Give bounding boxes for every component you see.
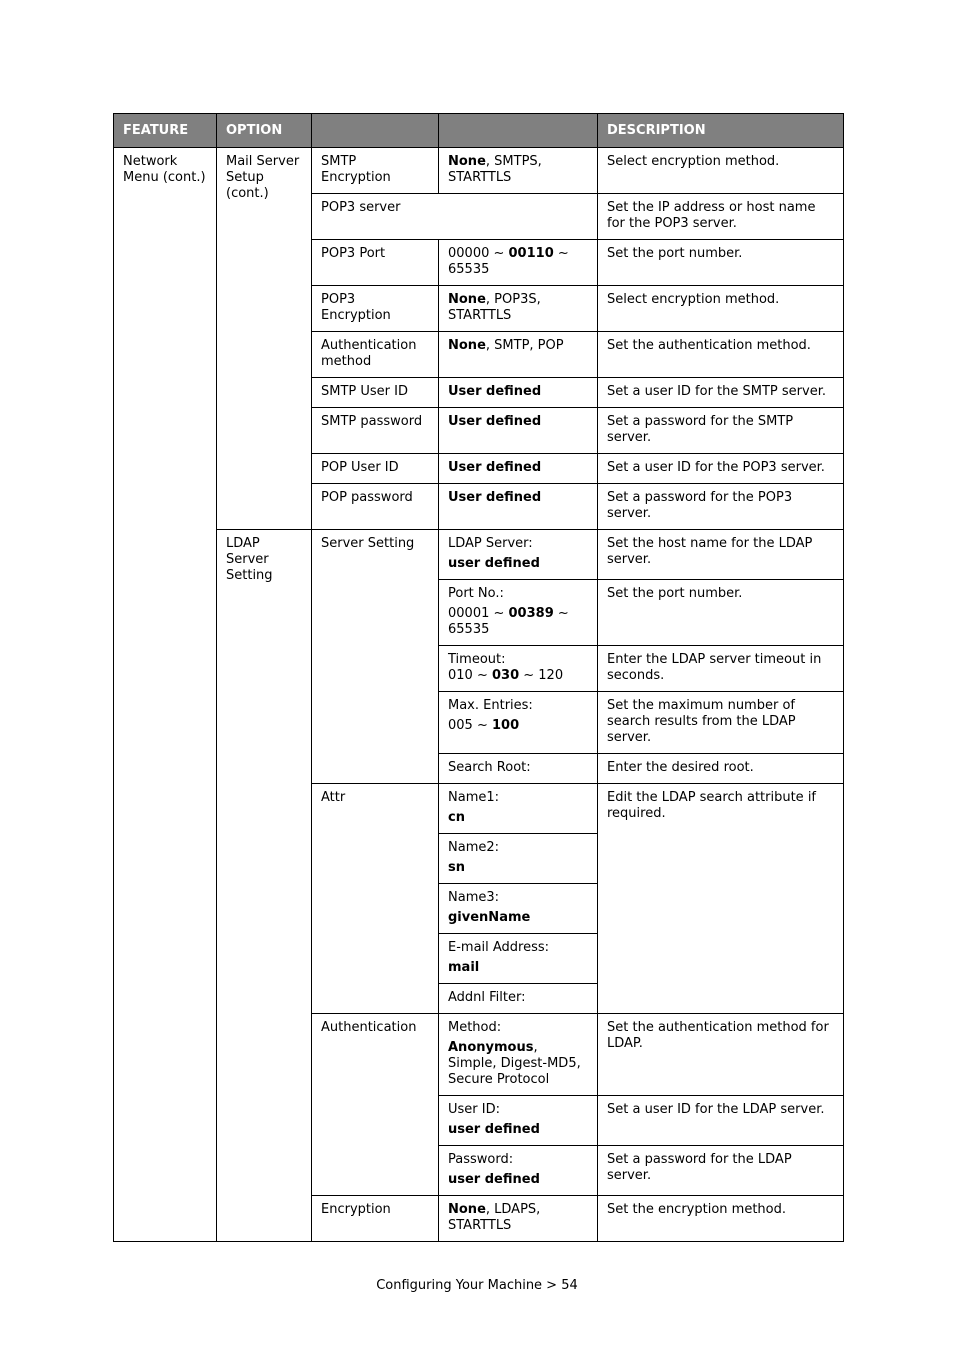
pop3-encryption-label: POP3 Encryption (312, 286, 439, 332)
auth-method-value: None, SMTP, POP (439, 332, 598, 378)
pop3-server-desc: Set the IP address or host name for the POP3 server. (598, 194, 844, 240)
attr-name1-value: Name1: cn (439, 784, 598, 834)
encryption-value: None, LDAPS, STARTTLS (439, 1196, 598, 1242)
pop-password-value: User defined (439, 484, 598, 530)
attr-desc: Edit the LDAP search attribute if required. (598, 784, 844, 1014)
attr-filter-value: Addnl Filter: (439, 984, 598, 1014)
ldap-timeout-desc: Enter the LDAP server timeout in seconds. (598, 646, 844, 692)
ldap-search-root-desc: Enter the desired root. (598, 754, 844, 784)
pop3-port-value: 00000 ~ 00110 ~ 65535 (439, 240, 598, 286)
smtp-user-id-desc: Set a user ID for the SMTP server. (598, 378, 844, 408)
ldap-max-entries-desc: Set the maximum number of search results from the LDAP server. (598, 692, 844, 754)
smtp-password-desc: Set a password for the SMTP server. (598, 408, 844, 454)
ldap-timeout-value: Timeout: 010 ~ 030 ~ 120 (439, 646, 598, 692)
server-setting-label: Server Setting (312, 530, 439, 784)
smtp-encryption-label: SMTP Encryption (312, 148, 439, 194)
ldap-server-value: LDAP Server: user defined (439, 530, 598, 580)
smtp-password-value: User defined (439, 408, 598, 454)
smtp-encryption-value: None, SMTPS, STARTTLS (439, 148, 598, 194)
header-blank-4 (439, 114, 598, 148)
pop3-encryption-desc: Select encryption method. (598, 286, 844, 332)
auth-method-ldap-desc: Set the authentication method for LDAP. (598, 1014, 844, 1096)
pop-user-id-value: User defined (439, 454, 598, 484)
pop3-encryption-value: None, POP3S, STARTTLS (439, 286, 598, 332)
smtp-encryption-desc: Select encryption method. (598, 148, 844, 194)
pop3-port-desc: Set the port number. (598, 240, 844, 286)
page-footer: Configuring Your Machine > 54 (376, 1278, 578, 1293)
ldap-port-desc: Set the port number. (598, 580, 844, 646)
attr-name2-value: Name2: sn (439, 834, 598, 884)
auth-method-desc: Set the authentication method. (598, 332, 844, 378)
attr-email-value: E-mail Address: mail (439, 934, 598, 984)
attr-label: Attr (312, 784, 439, 1014)
table-row (114, 148, 844, 194)
table-header-row (114, 114, 844, 148)
feature-cell: Network Menu (cont.) (114, 148, 217, 1242)
pop-password-label: POP password (312, 484, 439, 530)
option-ldap-server-setting: LDAP Server Setting (217, 530, 312, 1242)
encryption-desc: Set the encryption method. (598, 1196, 844, 1242)
ldap-max-entries-value: Max. Entries: 005 ~ 100 (439, 692, 598, 754)
auth-password-value: Password: user defined (439, 1146, 598, 1196)
header-option: OPTION (217, 114, 312, 148)
attr-name3-value: Name3: givenName (439, 884, 598, 934)
encryption-label: Encryption (312, 1196, 439, 1242)
pop-user-id-desc: Set a user ID for the POP3 server. (598, 454, 844, 484)
ldap-server-desc: Set the host name for the LDAP server. (598, 530, 844, 580)
pop-user-id-label: POP User ID (312, 454, 439, 484)
smtp-password-label: SMTP password (312, 408, 439, 454)
authentication-label: Authentication (312, 1014, 439, 1196)
ldap-search-root-value: Search Root: (439, 754, 598, 784)
pop3-server-label: POP3 server (312, 194, 598, 240)
pop3-port-label: POP3 Port (312, 240, 439, 286)
auth-user-id-desc: Set a user ID for the LDAP server. (598, 1096, 844, 1146)
settings-table (113, 113, 844, 1242)
auth-method-ldap-value: Method: Anonymous, Simple, Digest-MD5, Secure Protocol (439, 1014, 598, 1096)
smtp-user-id-value: User defined (439, 378, 598, 408)
ldap-port-value: Port No.: 00001 ~ 00389 ~ 65535 (439, 580, 598, 646)
header-feature: FEATURE (114, 114, 217, 148)
pop-password-desc: Set a password for the POP3 server. (598, 484, 844, 530)
auth-method-label: Authentication method (312, 332, 439, 378)
auth-password-desc: Set a password for the LDAP server. (598, 1146, 844, 1196)
table-row (114, 530, 844, 580)
header-blank-3 (312, 114, 439, 148)
auth-user-id-value: User ID: user defined (439, 1096, 598, 1146)
smtp-user-id-label: SMTP User ID (312, 378, 439, 408)
option-mail-server-setup: Mail Server Setup (cont.) (217, 148, 312, 530)
header-description: DESCRIPTION (598, 114, 844, 148)
